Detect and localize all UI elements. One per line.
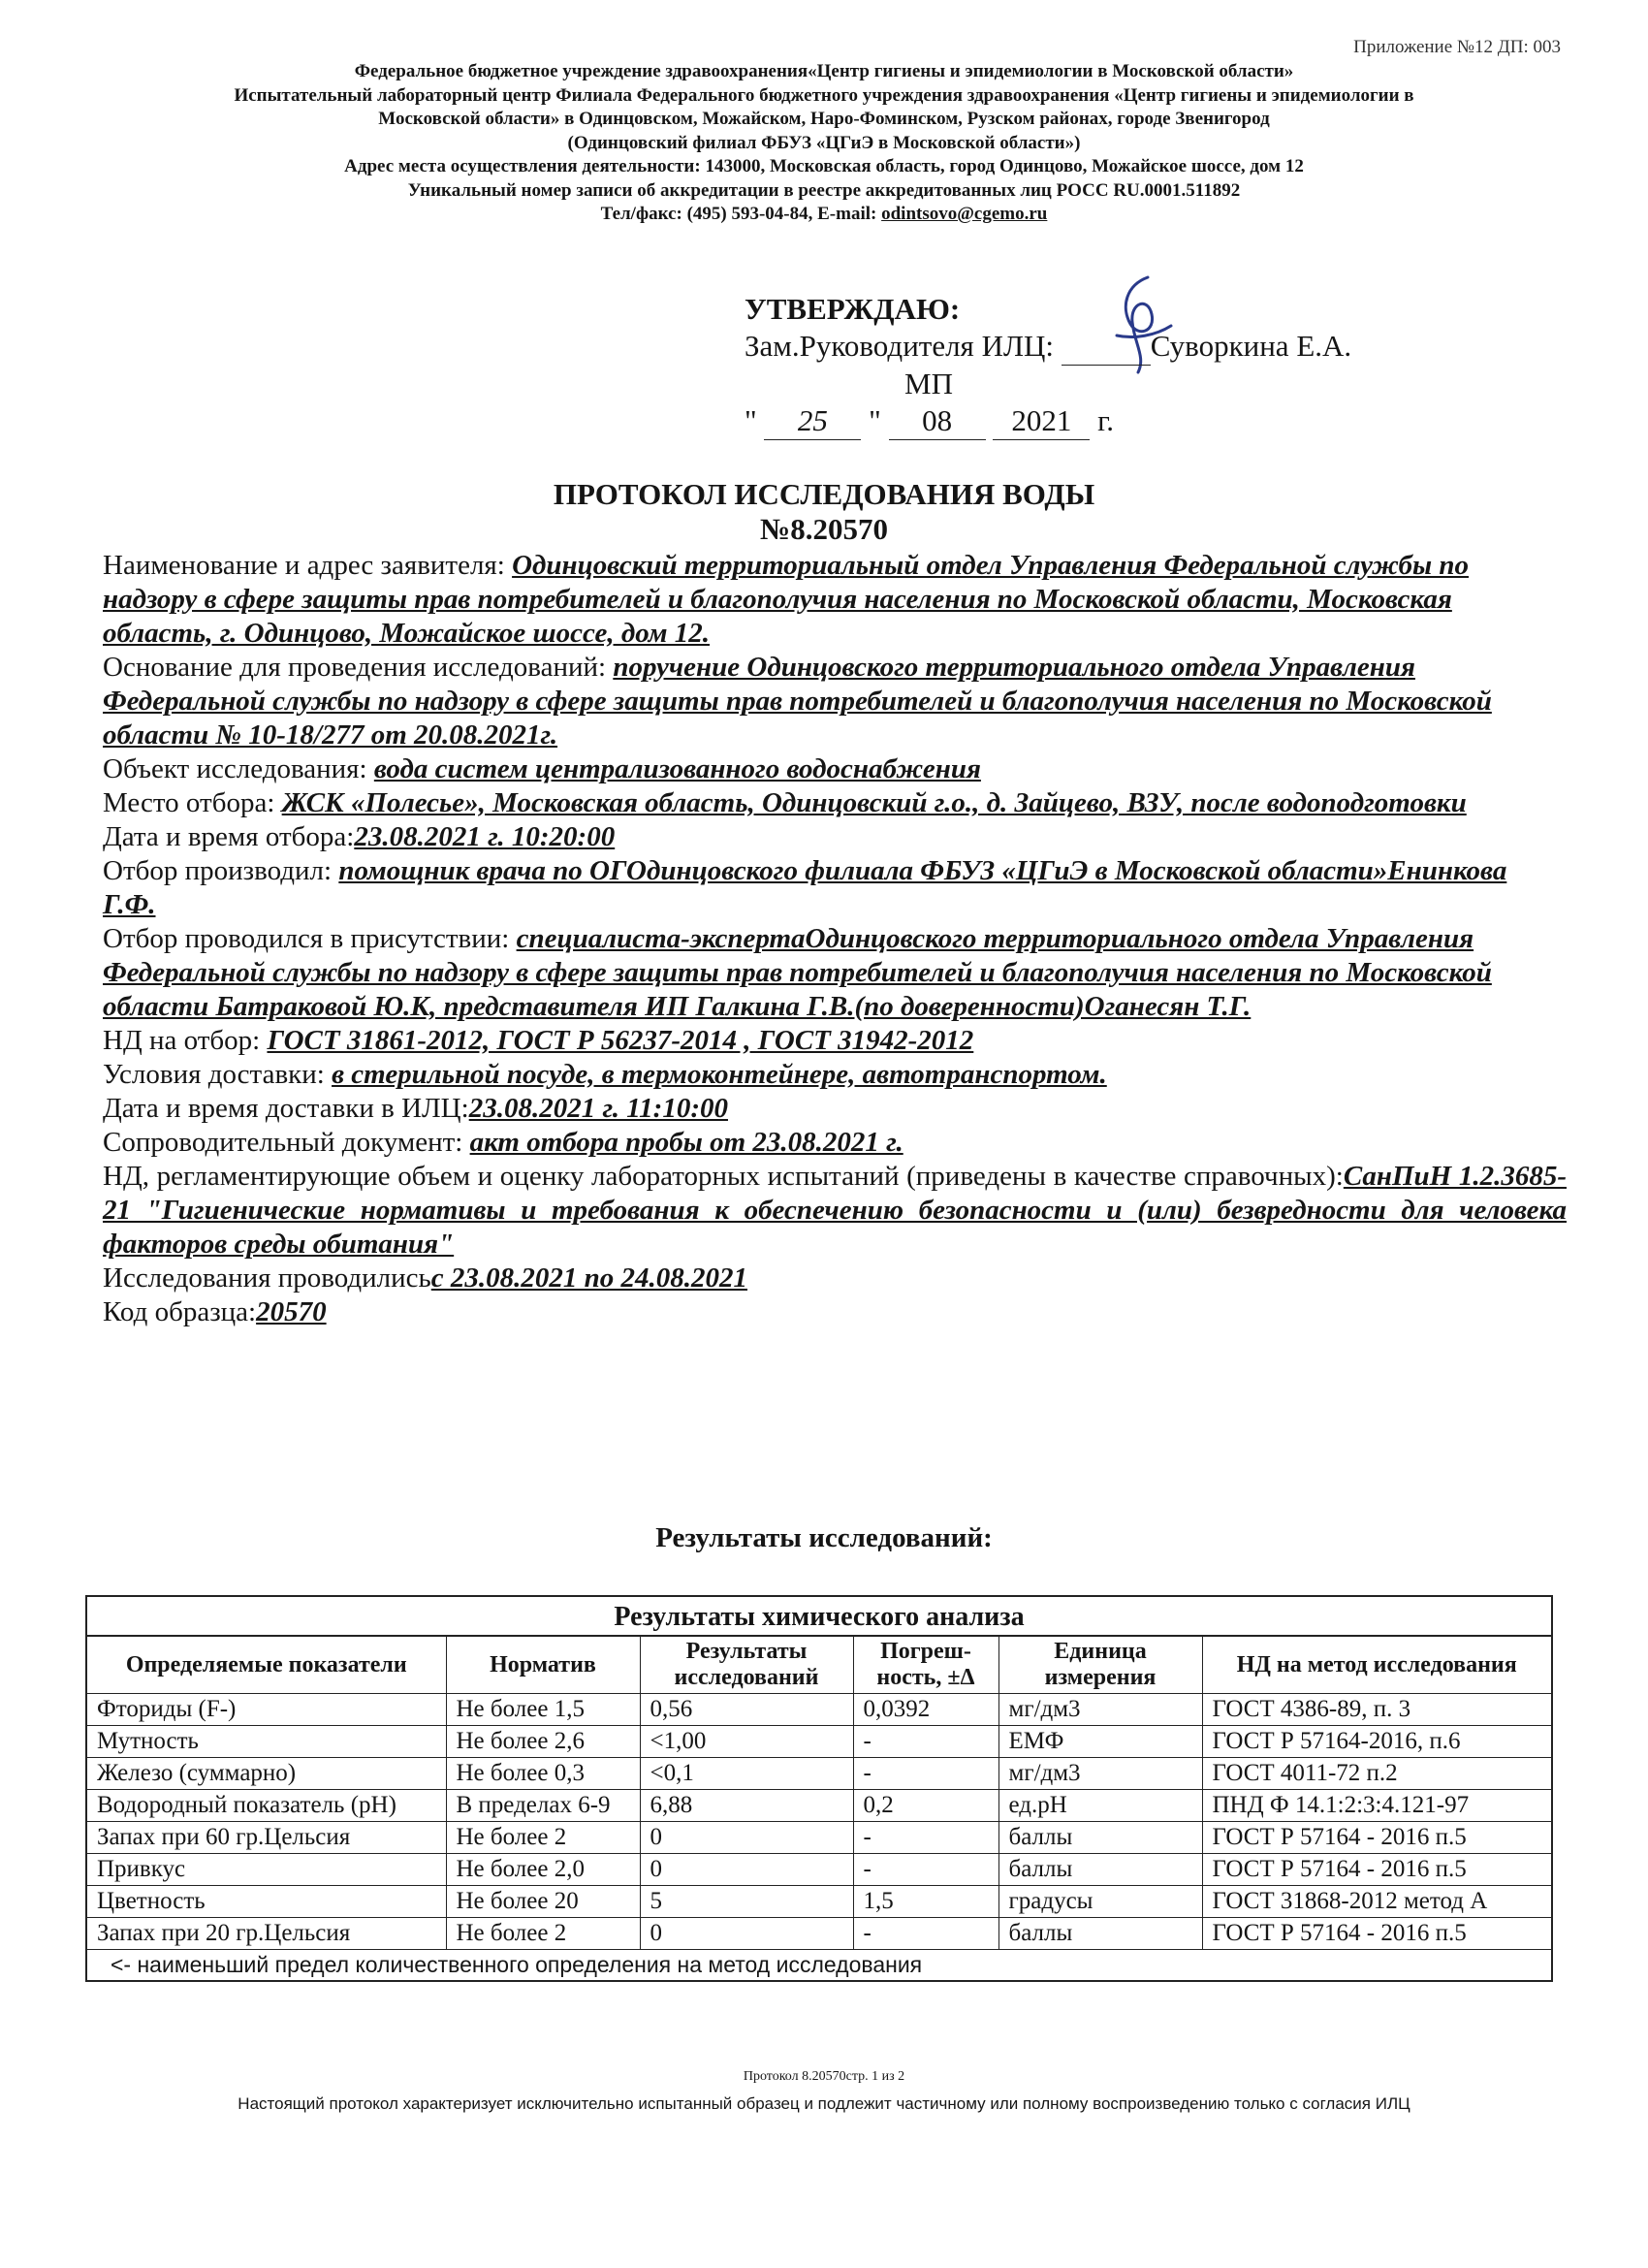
unit-cell: баллы — [998, 1822, 1202, 1854]
table-row — [87, 1822, 1551, 1854]
results-heading: Результаты исследований: — [655, 1522, 993, 1553]
result-cell: <0,1 — [640, 1758, 853, 1790]
column-header: Погреш-ность, ±Δ — [853, 1637, 998, 1694]
table-row — [87, 1758, 1551, 1790]
regulation-label: НД, регламентирующие объем и оценку лабораторных испытаний (приведены в качестве справочных): — [103, 1161, 1344, 1192]
norm-cell: Не более 1,5 — [446, 1694, 640, 1726]
result-cell: <1,00 — [640, 1726, 853, 1758]
column-header: Единица измерения — [998, 1637, 1202, 1694]
results-table-container — [85, 1595, 1553, 1982]
table-row — [87, 1694, 1551, 1726]
method-cell: ГОСТ 4011-72 п.2 — [1202, 1758, 1551, 1790]
appendix-label: Приложение №12 ДП: 003 — [1353, 37, 1561, 57]
approval-line — [745, 328, 1481, 366]
protocol-fields — [103, 549, 1567, 1329]
sampler-value: помощник врача по ОГОдинцовского филиала ФБУЗ «ЦГиЭ в Московской области»Енинкова Г.Ф. — [103, 855, 1507, 920]
object-label: Объект исследования: — [103, 753, 374, 784]
delivery-datetime-value: 23.08.2021 г. 11:10:00 — [468, 1093, 728, 1124]
contact-line — [58, 203, 1590, 227]
organization-header — [58, 60, 1590, 227]
sampling-datetime-value: 23.08.2021 г. 10:20:00 — [354, 821, 616, 852]
column-header: Результаты исследований — [640, 1637, 853, 1694]
nd-value: ГОСТ 31861-2012, ГОСТ Р 56237-2014 , ГОСТ 31942-2012 — [267, 1025, 974, 1056]
indicator-cell: Запах при 60 гр.Цельсия — [87, 1822, 446, 1854]
method-cell: ГОСТ 31868-2012 метод А — [1202, 1886, 1551, 1918]
unit-cell: мг/дм3 — [998, 1758, 1202, 1790]
approval-day: 25 — [764, 402, 861, 440]
result-cell: 0 — [640, 1918, 853, 1950]
header-line: Московской области» в Одинцовском, Можайском, Наро-Фоминском, Рузском районах, городе Звенигород — [378, 109, 1270, 129]
norm-cell: Не более 2,0 — [446, 1854, 640, 1886]
error-cell: - — [853, 1822, 998, 1854]
error-cell: - — [853, 1726, 998, 1758]
presence-label: Отбор проводился в присутствии: — [103, 923, 517, 954]
approver-position: Зам.Руководителя ИЛЦ: — [745, 329, 1054, 363]
basis-label: Основание для проведения исследований: — [103, 652, 614, 683]
table-row — [87, 1790, 1551, 1822]
delivery-datetime-label: Дата и время доставки в ИЛЦ: — [103, 1093, 469, 1124]
indicator-cell: Запах при 20 гр.Цельсия — [87, 1918, 446, 1950]
header-line: Адрес места осуществления деятельности: 143000, Московская область, город Одинцово, Можайское шоссе, дом 12 — [344, 156, 1304, 176]
result-cell: 0 — [640, 1822, 853, 1854]
document-value: акт отбора пробы от 23.08.2021 г. — [469, 1127, 903, 1158]
results-table — [87, 1636, 1551, 1980]
applicant-label: Наименование и адрес заявителя: — [103, 550, 513, 581]
document-label: Сопроводительный документ: — [103, 1127, 470, 1158]
header-line: Федеральное бюджетное учреждение здравоохранения«Центр гигиены и эпидемиологии в Московской области» — [354, 61, 1294, 81]
norm-cell: В пределах 6-9 — [446, 1790, 640, 1822]
method-cell: ГОСТ Р 57164 - 2016 п.5 — [1202, 1822, 1551, 1854]
unit-cell: баллы — [998, 1918, 1202, 1950]
year-suffix: г. — [1097, 403, 1115, 437]
delivery-value: в стерильной посуде, в термоконтейнере, автотранспортом. — [332, 1059, 1107, 1090]
table-row — [87, 1886, 1551, 1918]
unit-cell: баллы — [998, 1854, 1202, 1886]
indicator-cell: Цветность — [87, 1886, 446, 1918]
indicator-cell: Привкус — [87, 1854, 446, 1886]
error-cell: 0,0392 — [853, 1694, 998, 1726]
indicator-cell: Фториды (F-) — [87, 1694, 446, 1726]
result-cell: 0,56 — [640, 1694, 853, 1726]
contact-prefix: Тел/факс: (495) 593-04-84, E-mail: — [600, 204, 882, 224]
protocol-title: ПРОТОКОЛ ИССЛЕДОВАНИЯ ВОДЫ — [553, 477, 1095, 511]
applicant-value: Одинцовский территориальный отдел Управления Федеральной службы по надзору в сфере защиты прав потребителей и благополучия населения по Московской области, Московская область, г. Одинцово, Можайское шоссе, дом 12. — [103, 550, 1469, 649]
result-cell: 0 — [640, 1854, 853, 1886]
place-label: Место отбора: — [103, 787, 282, 818]
place-value: ЖСК «Полесье», Московская область, Одинцовский г.о., д. Зайцево, ВЗУ, после водоподготовки — [281, 787, 1467, 818]
sampler-label: Отбор производил: — [103, 855, 339, 886]
sampling-datetime-label: Дата и время отбора: — [103, 821, 355, 852]
table-header-row — [87, 1637, 1551, 1694]
error-cell: - — [853, 1918, 998, 1950]
approver-name: Суворкина Е.А. — [1150, 329, 1352, 363]
column-header: НД на метод исследования — [1202, 1637, 1551, 1694]
page-footer-protocol: Протокол 8.20570стр. 1 из 2 — [743, 2069, 905, 2084]
quote-open: " — [745, 403, 757, 437]
approval-date — [745, 402, 1481, 440]
approval-year: 2021 — [993, 402, 1090, 440]
header-line: Уникальный номер записи об аккредитации в реестре аккредитованных лиц РОСС RU.0001.511892 — [407, 179, 1241, 201]
header-line: (Одинцовский филиал ФБУЗ «ЦГиЭ в Московской области») — [567, 132, 1081, 153]
method-cell: ГОСТ 4386-89, п. 3 — [1202, 1694, 1551, 1726]
indicator-cell: Железо (суммарно) — [87, 1758, 446, 1790]
result-cell: 6,88 — [640, 1790, 853, 1822]
signature-blank — [1062, 328, 1151, 366]
table-row — [87, 1726, 1551, 1758]
column-header: Определяемые показатели — [87, 1637, 446, 1694]
table-row — [87, 1918, 1551, 1950]
nd-label: НД на отбор: — [103, 1025, 268, 1056]
sample-code-label: Код образца: — [103, 1296, 257, 1327]
period-label: Исследования проводились — [103, 1262, 431, 1294]
basis-value: поручение Одинцовского территориального отдела Управления Федеральной службы по надзору в сфере защиты прав потребителей и благополучия населения по Московской области № 10-18/277 от 20.08.2021г. — [103, 652, 1492, 751]
norm-cell: Не более 0,3 — [446, 1758, 640, 1790]
email-link[interactable]: odintsovo@cgemo.ru — [881, 204, 1048, 224]
unit-cell: ЕМФ — [998, 1726, 1202, 1758]
column-header: Норматив — [446, 1637, 640, 1694]
result-cell: 5 — [640, 1886, 853, 1918]
method-cell: ГОСТ Р 57164 - 2016 п.5 — [1202, 1918, 1551, 1950]
unit-cell: градусы — [998, 1886, 1202, 1918]
approval-month: 08 — [889, 402, 986, 440]
indicator-cell: Мутность — [87, 1726, 446, 1758]
stamp-label: МП — [904, 367, 953, 400]
error-cell: 1,5 — [853, 1886, 998, 1918]
delivery-label: Условия доставки: — [103, 1059, 333, 1090]
table-footnote: <- наименьший предел количественного определения на метод исследования — [87, 1950, 1551, 1981]
page-footer-disclaimer: Настоящий протокол характеризует исключительно испытанный образец и подлежит частичному или полному воспроизведению только с согласия ИЛЦ — [238, 2094, 1410, 2113]
presence-value: специалиста-экспертаОдинцовского территориального отдела Управления Федеральной службы по надзору в сфере защиты прав потребителей и благополучия населения по Московской области Батраковой Ю.К, представителя ИП Галкина Г.В.(по доверенности)Оганесян Т.Г. — [103, 923, 1492, 1022]
protocol-number: №8.20570 — [760, 512, 888, 546]
method-cell: ГОСТ Р 57164 - 2016 п.5 — [1202, 1854, 1551, 1886]
norm-cell: Не более 2 — [446, 1822, 640, 1854]
method-cell: ПНД Ф 14.1:2:3:4.121-97 — [1202, 1790, 1551, 1822]
table-footnote-row — [87, 1950, 1551, 1981]
norm-cell: Не более 2,6 — [446, 1726, 640, 1758]
table-row — [87, 1854, 1551, 1886]
header-line: Испытательный лабораторный центр Филиала Федерального бюджетного учреждения здравоохранения «Центр гигиены и эпидемиологии в — [234, 84, 1414, 106]
results-table-caption: Результаты химического анализа — [87, 1597, 1551, 1636]
method-cell: ГОСТ Р 57164-2016, п.6 — [1202, 1726, 1551, 1758]
norm-cell: Не более 20 — [446, 1886, 640, 1918]
error-cell: - — [853, 1758, 998, 1790]
regulation-value: СанПиН 1.2.3685-21 "Гигиенические нормативы и требования к обеспечению безопасности и (или) безвредности для человека факторов среды обитания" — [103, 1161, 1567, 1260]
protocol-title-block — [0, 477, 1648, 547]
period-value: с 23.08.2021 по 24.08.2021 — [430, 1262, 748, 1294]
unit-cell: ед.pH — [998, 1790, 1202, 1822]
approval-title: УТВЕРЖДАЮ: — [745, 292, 961, 326]
indicator-cell: Водородный показатель (pH) — [87, 1790, 446, 1822]
unit-cell: мг/дм3 — [998, 1694, 1202, 1726]
quote-close: " — [869, 403, 881, 437]
sample-code-value: 20570 — [256, 1296, 327, 1327]
error-cell: - — [853, 1854, 998, 1886]
object-value: вода систем централизованного водоснабжения — [373, 753, 981, 784]
approval-block — [745, 291, 1481, 440]
norm-cell: Не более 2 — [446, 1918, 640, 1950]
error-cell: 0,2 — [853, 1790, 998, 1822]
